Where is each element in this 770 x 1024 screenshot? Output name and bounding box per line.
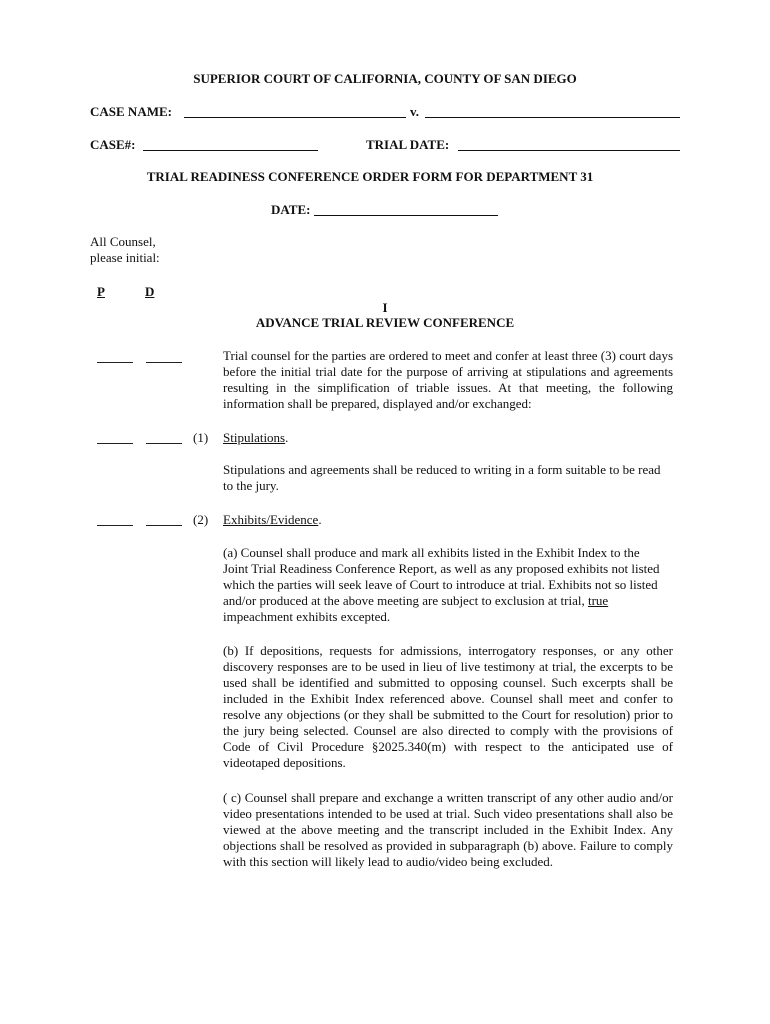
item1-number: (1) [193, 430, 209, 445]
plaintiff-column-header: P [97, 284, 105, 299]
stipulations-plaintiff-initial-field[interactable] [97, 443, 133, 444]
item2-para-a-part2: impeachment exhibits excepted. [223, 609, 391, 624]
item1-heading-line [223, 430, 288, 446]
case-name-defendant-field[interactable] [425, 117, 680, 118]
section-number: I [382, 300, 388, 315]
versus-label: v. [410, 104, 420, 119]
item2-para-c: ( c) Counsel shall prepare and exchange a written transcript of any other audio and/or video presentations intended to be used at trial. Such video presentations shall also be viewed at the above meeting and the transcript included in the Exhibit Index. Any objections shall be resolved as provided in subparagraph (b) above. Failure to comply with this section will likely lead to audio/video being excluded. [223, 790, 673, 869]
date-label: DATE: [271, 202, 311, 217]
item2-heading-suffix: . [318, 512, 322, 527]
case-name-label: CASE NAME: [90, 104, 172, 119]
item2-para-a [223, 545, 667, 625]
form-title: TRIAL READINESS CONFERENCE ORDER FORM FOR DEPARTMENT 31 [146, 169, 594, 184]
item2-heading: Exhibits/Evidence [223, 512, 319, 527]
initials-instruction-line1: All Counsel, [90, 234, 156, 249]
trial-date-label: TRIAL DATE: [366, 137, 450, 152]
court-title: SUPERIOR COURT OF CALIFORNIA, COUNTY OF SAN DIEGO [193, 71, 577, 86]
intro-paragraph: Trial counsel for the parties are ordered to meet and confer at least three (3) court days before the initial trial date for the purpose of arriving at stipulations and agreements resulting in the simplification of triable issues. At that meeting, the following information shall be prepared, displayed and/or exchanged: [223, 348, 674, 411]
exhibits-defendant-initial-field[interactable] [146, 525, 182, 526]
item2-para-a-underlined: true [587, 593, 609, 608]
item1-body: Stipulations and agreements shall be reduced to writing in a form suitable to be read to the jury. [223, 462, 661, 493]
case-name-plaintiff-field[interactable] [184, 117, 406, 118]
section-title: ADVANCE TRIAL REVIEW CONFERENCE [255, 315, 515, 330]
trial-date-field[interactable] [458, 150, 680, 151]
case-number-label: CASE#: [90, 137, 136, 152]
item2-para-b: (b) If depositions, requests for admissions, interrogatory responses, or any other discovery responses are to be used in lieu of live testimony at trial, the excerpts to be used shall be identified and submitted to opposing counsel. Such excerpts shall be included in the Exhibit Index referenced above. Counsel shall meet and confer to resolve any objections (or they shall be submitted to the Court for resolution) prior to the jury being selected. Counsel are also directed to comply with the provisions of Code of Civil Procedure §2025.340(m) with respect to the anticipated use of videotaped depositions. [223, 643, 673, 770]
item1-heading-suffix: . [285, 430, 289, 445]
item2-para-a-part1: (a) Counsel shall produce and mark all exhibits listed in the Exhibit Index to the Joint Trial Readiness Conference Report, as well as any proposed exhibits not listed which the parties will seek leave of Court to introduce at trial. Exhibits not so listed and/or produced at the above meeting are subject to exclusion at trial, [223, 545, 660, 608]
intro-plaintiff-initial-field[interactable] [97, 362, 133, 363]
case-number-field[interactable] [143, 150, 318, 151]
item2-heading-line [223, 512, 322, 528]
intro-defendant-initial-field[interactable] [146, 362, 182, 363]
exhibits-plaintiff-initial-field[interactable] [97, 525, 133, 526]
item1-heading: Stipulations [223, 430, 286, 445]
stipulations-defendant-initial-field[interactable] [146, 443, 182, 444]
defendant-column-header: D [145, 284, 155, 299]
date-field[interactable] [314, 215, 498, 216]
initials-instruction-line2: please initial: [90, 250, 160, 265]
item2-number: (2) [193, 512, 209, 527]
